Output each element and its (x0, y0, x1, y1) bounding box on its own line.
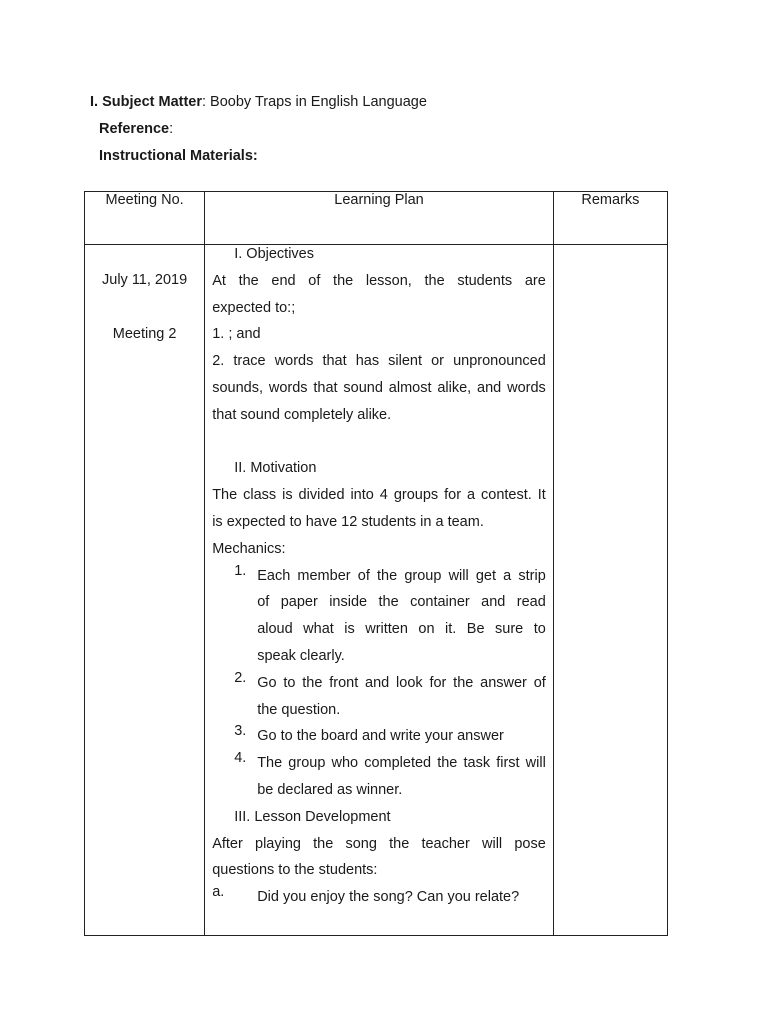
objective-2-line-2: sounds, words that sound almost alike, and words (212, 379, 546, 396)
lesson-development-line-2: questions to the students: (212, 862, 378, 879)
lesson-plan-table (84, 191, 668, 936)
instructional-materials-label: Instructional Materials: (99, 148, 258, 164)
meeting-cell (85, 245, 205, 936)
list-item (212, 563, 546, 670)
header-remarks: Remarks (553, 192, 667, 245)
objective-1: 1. ; and (212, 326, 261, 343)
list-item-line: The group who completed the task first will (257, 755, 546, 772)
list-item-line: of paper inside the container and read (257, 594, 546, 611)
reference-line (99, 120, 173, 138)
motivation-heading: II. Motivation (234, 460, 317, 477)
question-letter: a. (212, 884, 225, 901)
objectives-intro-line-2: expected to:; (212, 299, 296, 316)
list-item-number: 2. (234, 669, 247, 686)
lesson-development-heading: III. Lesson Development (234, 808, 391, 825)
list-item (212, 884, 546, 911)
table-row (85, 245, 668, 936)
meeting-number: Meeting 2 (112, 326, 177, 342)
list-item-number: 4. (234, 750, 247, 767)
lesson-development-line-1: After playing the song the teacher will pose (212, 835, 546, 852)
list-item (212, 723, 546, 750)
remarks-cell (553, 245, 667, 936)
objectives-intro-line-1: At the end of the lesson, the students are (212, 272, 546, 289)
list-item-number: 1. (234, 562, 247, 579)
objective-2-line-1: 2. trace words that has silent or unpronounced (212, 353, 546, 370)
motivation-line-1: The class is divided into 4 groups for a contest. It (212, 487, 546, 504)
reference-colon: : (169, 121, 174, 137)
subject-matter-line (90, 93, 427, 111)
mechanics-label: Mechanics: (212, 540, 286, 557)
list-item (212, 750, 546, 804)
list-item-line: Each member of the group will get a strip (257, 567, 546, 584)
motivation-line-2: is expected to have 12 students in a team. (212, 513, 484, 530)
objectives-heading: I. Objectives (234, 246, 314, 262)
list-item-line: the question. (257, 701, 341, 718)
list-item-line: be declared as winner. (257, 781, 403, 798)
list-item-line: Go to the board and write your answer (257, 728, 504, 745)
list-item-line: speak clearly. (257, 647, 345, 664)
list-item-line: aloud what is written on it. Be sure to (257, 621, 546, 638)
objective-2-line-3: that sound completely alike. (212, 406, 392, 423)
subject-matter-value: : Booby Traps in English Language (202, 94, 427, 110)
header-meeting-no: Meeting No. (85, 192, 205, 245)
instructional-materials-line (99, 147, 258, 165)
subject-matter-label: I. Subject Matter (90, 94, 202, 110)
learning-plan-cell (205, 245, 554, 936)
table-header-row (85, 192, 668, 245)
reference-label: Reference (99, 121, 170, 137)
list-item (212, 670, 546, 724)
list-item-number: 3. (234, 723, 247, 740)
question-text: Did you enjoy the song? Can you relate? (257, 889, 520, 906)
header-learning-plan: Learning Plan (205, 192, 554, 245)
list-item-line: Go to the front and look for the answer of (257, 674, 546, 691)
meeting-date: July 11, 2019 (102, 272, 188, 288)
